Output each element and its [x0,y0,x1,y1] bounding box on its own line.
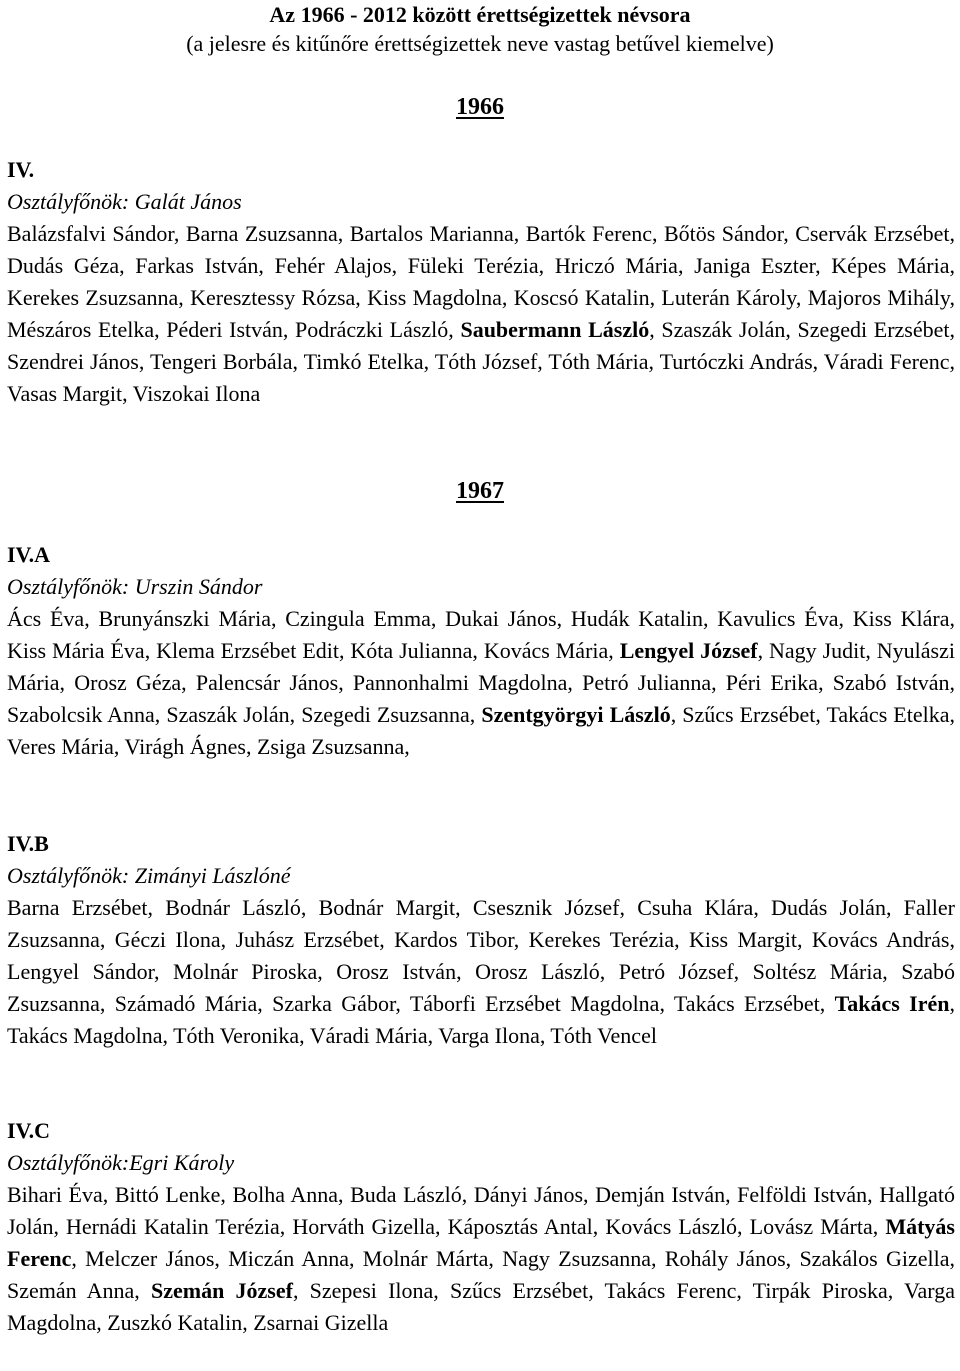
student-name-highlighted: Takács Irén [834,991,950,1016]
class-section-1966-iv [7,154,955,410]
student-list [7,218,955,410]
student-names: , Szűcs Erzsébet, Takács Etelka, Veres Mária, Virágh Ágnes, Zsiga Zsuzsanna, [7,702,955,759]
class-name: IV.C [7,1118,51,1143]
student-names: Balázsfalvi Sándor, Barna Zsuzsanna, Bartalos Marianna, Bartók Ferenc, Bőtös Sándor, Cservák Erzsébet, Dudás Géza, Farkas István, Fehér Alajos, Füleki Terézia, Hriczó Mária, Janiga Eszter, Képes Mária, Kerekes Zsuzsanna, Keresztessy Rózsa, Kiss Magdolna, Koscsó Katalin, Luterán Károly, Majoros Mihály, Mészáros Etelka, Péderi István, Podráczki László, [7,221,955,342]
student-names: , Nagy Judit, Nyulászi Mária, Orosz Géza, Palencsár János, Pannonhalmi Magdolna, Petró Julianna, Péri Erika, Szabó István, Szabolcsik Anna, Szaszák Jolán, Szegedi Zsuzsanna, [7,638,955,727]
student-list [7,603,955,763]
class-teacher: Osztályfőnök: Zimányi Lászlóné [7,863,291,888]
class-section-1967-ivc [7,1115,955,1339]
class-section-1967-iva [7,539,955,763]
class-teacher: Osztályfőnök: Galát János [7,189,242,214]
class-name: IV. [7,157,35,182]
class-section-1967-ivb [7,828,955,1052]
class-name: IV.A [7,542,51,567]
student-names: , Szaszák Jolán, Szegedi Erzsébet, Szendrei János, Tengeri Borbála, Timkó Etelka, Tóth József, Tóth Mária, Turtóczki András, Váradi Ferenc, Vasas Margit, Viszokai Ilona [7,317,955,406]
student-list [7,1179,955,1339]
class-teacher: Osztályfőnök:Egri Károly [7,1150,235,1175]
student-names: , Melczer János, Miczán Anna, Molnár Márta, Nagy Zsuzsanna, Rohály János, Szakálos Gizella, Szemán Anna, [7,1246,955,1303]
student-name-highlighted: Szemán József [151,1278,293,1303]
year-heading-1967: 1967 [456,478,504,504]
student-name-highlighted: Mátyás Ferenc [7,1214,955,1271]
student-name-highlighted: Szentgyörgyi László [481,702,671,727]
title-block [0,0,960,58]
student-names: , Takács Magdolna, Tóth Veronika, Váradi Mária, Varga Ilona, Tóth Vencel [7,991,956,1048]
document-title: Az 1966 - 2012 között érettségizettek névsora [269,2,691,27]
student-name-highlighted: Lengyel József [619,638,758,663]
student-names: Bihari Éva, Bittó Lenke, Bolha Anna, Buda László, Dányi János, Demján István, Felföldi István, Hallgató Jolán, Hernádi Katalin Terézia, Horváth Gizella, Káposztás Antal, Kovács László, Lovász Márta, [7,1182,955,1239]
student-names: Barna Erzsébet, Bodnár László, Bodnár Margit, Csesznik József, Csuha Klára, Dudás Jolán, Faller Zsuzsanna, Géczi Ilona, Juhász Erzsébet, Kardos Tibor, Kerekes Terézia, Kiss Margit, Kovács András, Lengyel Sándor, Molnár Piroska, Orosz István, Orosz László, Petró József, Soltész Mária, Szabó Zsuzsanna, Számadó Mária, Szarka Gábor, Táborfi Erzsébet Magdolna, Takács Erzsébet, [7,895,955,1016]
year-heading-1966: 1966 [456,94,504,120]
class-teacher: Osztályfőnök: Urszin Sándor [7,574,263,599]
student-list [7,892,955,1052]
student-names: Ács Éva, Brunyánszki Mária, Czingula Emma, Dukai János, Hudák Katalin, Kavulics Éva, Kiss Klára, Kiss Mária Éva, Klema Erzsébet Edit, Kóta Julianna, Kovács Mária, [7,606,955,663]
document-subtitle: (a jelesre és kitűnőre érettségizettek neve vastag betűvel kiemelve) [186,31,774,56]
student-names: , Szepesi Ilona, Szűcs Erzsébet, Takács Ferenc, Tirpák Piroska, Varga Magdolna, Zuszkó Katalin, Zsarnai Gizella [7,1278,955,1335]
class-name: IV.B [7,831,49,856]
student-name-highlighted: Saubermann László [460,317,650,342]
